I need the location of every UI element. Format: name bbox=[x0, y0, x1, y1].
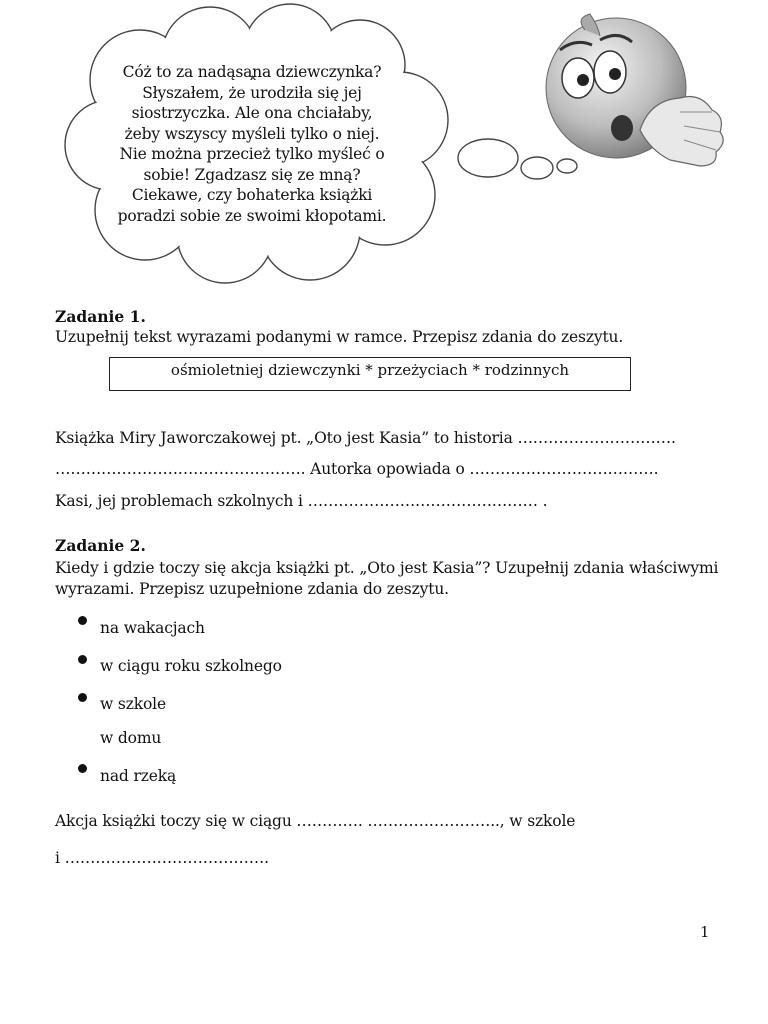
smiley-icon bbox=[546, 14, 723, 166]
task1-line-1: Książka Miry Jaworczakowej pt. „Oto jest Kasia” to historia …………………………. bbox=[55, 429, 676, 447]
option-item: w ciągu roku szkolnego bbox=[100, 657, 282, 675]
task2-instruction-2: wyrazami. Przepisz uzupełnione zdania do zeszytu. bbox=[55, 580, 449, 598]
bubble-line: siostrzyczka. Ale ona chciałaby, bbox=[131, 104, 373, 122]
page-number: 1 bbox=[700, 923, 710, 941]
thought-bubbles bbox=[458, 139, 577, 179]
option-item: nad rzeką bbox=[100, 767, 177, 785]
bullet-icon bbox=[78, 616, 87, 625]
bubble-line: żeby wszyscy myśleli tylko o niej. bbox=[124, 124, 380, 143]
option-item: w domu bbox=[100, 729, 162, 747]
task2-title: Zadanie 2. bbox=[55, 536, 146, 555]
bubble-line: Ciekawe, czy bohaterka książki bbox=[131, 186, 373, 204]
thought-bubble-text bbox=[104, 62, 400, 226]
bullet-icon bbox=[78, 655, 87, 664]
task2-instruction-1: Kiedy i gdzie toczy się akcja książki pt. „Oto jest Kasia”? Uzupełnij zdania właściwymi bbox=[55, 559, 719, 577]
bullet-icon bbox=[78, 764, 87, 773]
bubble-line: Nie można przecież tylko myśleć o bbox=[119, 145, 385, 163]
task2-answer-line-1: Akcja książki toczy się w ciągu …………. …………………….., w szkole bbox=[55, 812, 576, 830]
bubble-line: Słyszałem, że urodziła się jej bbox=[142, 83, 362, 102]
word-box: ośmioletniej dziewczynki * przeżyciach * rodzinnych bbox=[109, 357, 631, 391]
task2-answer-line-2: i …………………………………. bbox=[55, 849, 269, 867]
task1-instruction: Uzupełnij tekst wyrazami podanymi w ramce. Przepisz zdania do zeszytu. bbox=[55, 328, 624, 346]
task1-line-2: …………………………………………. Autorka opowiada o ………………………………. bbox=[55, 460, 659, 478]
bubble-line: Cóż to za nadąsana dziewczynka? bbox=[122, 63, 382, 81]
option-item: na wakacjach bbox=[100, 619, 205, 637]
task1-title: Zadanie 1. bbox=[55, 307, 146, 326]
bubble-line: poradzi sobie ze swoimi kłopotami. bbox=[117, 206, 387, 225]
bullet-icon bbox=[78, 693, 87, 702]
task1-line-3: Kasi, jej problemach szkolnych i ……………………………………… . bbox=[55, 492, 548, 510]
option-item: w szkole bbox=[100, 695, 166, 713]
bubble-line: sobie! Zgadzasz się ze mną? bbox=[143, 165, 361, 184]
